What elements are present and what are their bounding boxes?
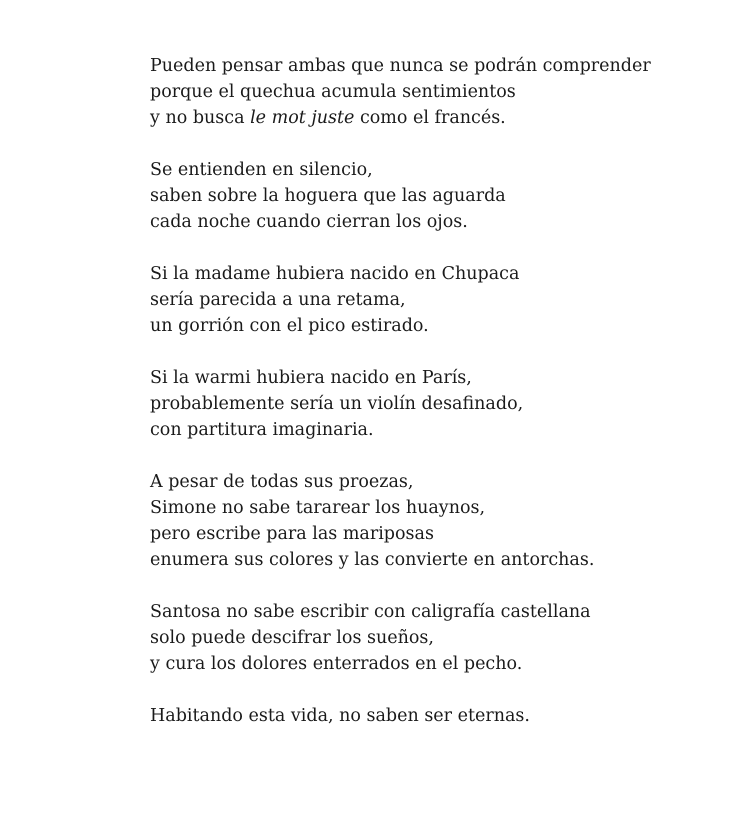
poem-line: saben sobre la hoguera que las aguarda [150, 186, 506, 206]
poem-stanza [150, 365, 710, 443]
poem-stanza [150, 703, 710, 729]
poem-line: Habitando esta vida, no saben ser eternas. [150, 706, 530, 726]
poem-line: solo puede descifrar los sueños, [150, 628, 434, 648]
poem-line: un gorrión con el pico estirado. [150, 316, 429, 336]
poem-line: cada noche cuando cierran los ojos. [150, 212, 468, 232]
poem-line: probablemente sería un violín desafinado, [150, 394, 524, 414]
poem-line: Si la madame hubiera nacido en Chupaca [150, 264, 520, 284]
poem-line: con partitura imaginaria. [150, 420, 374, 440]
poem-stanza [150, 261, 710, 339]
poem-stanza [150, 599, 710, 677]
poem-stanza [150, 469, 710, 573]
poem-line: A pesar de todas sus proezas, [150, 472, 414, 492]
poem-line: pero escribe para las mariposas [150, 524, 434, 544]
poem-line: Simone no sabe tararear los huaynos, [150, 498, 486, 518]
poem-line: enumera sus colores y las convierte en antorchas. [150, 550, 595, 570]
poem-line: Si la warmi hubiera nacido en París, [150, 368, 472, 388]
poem-stanza [150, 157, 710, 235]
poem-line: Santosa no sabe escribir con caligrafía castellana [150, 602, 591, 622]
poem-line: Pueden pensar ambas que nunca se podrán comprender [150, 56, 651, 76]
poem-line: Se entienden en silencio, [150, 160, 373, 180]
poem-body [150, 53, 710, 755]
poem-line-text: y no busca [150, 108, 251, 128]
poem-stanza [150, 53, 710, 131]
poem-line: sería parecida a una retama, [150, 290, 406, 310]
poem-line: y cura los dolores enterrados en el pecho. [150, 654, 523, 674]
poem-line-text: como el francés. [354, 108, 506, 128]
poem-line [150, 105, 710, 131]
poem-line-italic-phrase: le mot juste [250, 108, 355, 128]
poem-line: porque el quechua acumula sentimientos [150, 82, 516, 102]
